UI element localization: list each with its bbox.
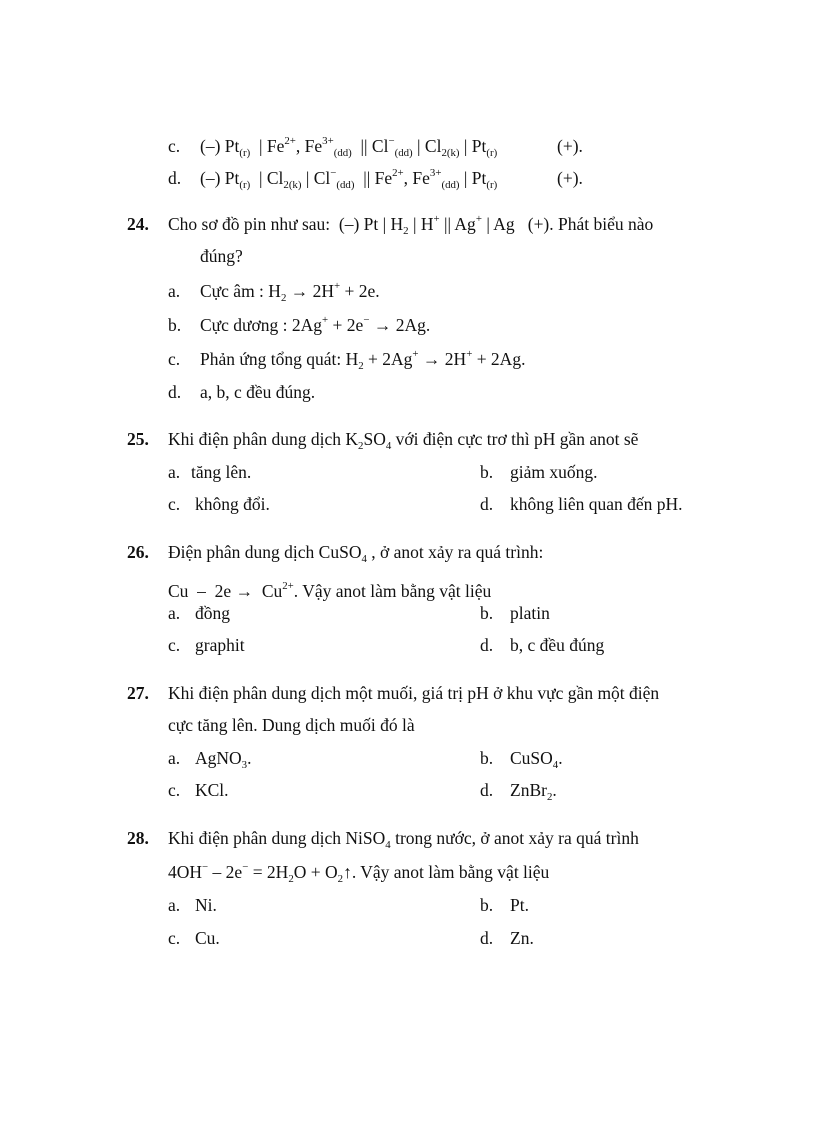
question-25-stem: Khi điện phân dung dịch $K_2SO_4$ với điện cực trơ thì pH gần anot sẽ [168,429,639,452]
option-label: c. [168,494,181,514]
option-label: a. [168,603,181,623]
q26-option-d: b, c đều đúng [510,635,605,655]
option-label: b. [480,462,494,482]
q25-option-b: giảm xuống. [510,462,598,482]
option-label: d. [480,494,494,514]
q28-option-c: Cu. [195,928,220,948]
question-number: 25. [127,429,149,449]
question-28-stem-cont: $4OH^- - 2e^- = 2H_2O$ + $O_2↑$. Vậy anot làm bằng vật liệu [168,860,550,885]
question-27-stem-cont: cực tăng lên. Dung dịch muối đó là [168,715,415,735]
prev-option-c-text: (–) $Pt_{(r)}$ | $Fe^{2+}$, $Fe^{3+}_{(dd)}$ || $Cl^-_{(dd)}$ | $Cl_{2(k)}$ | $Pt_{(r)}$ [200,134,498,159]
option-label: c. [168,136,181,156]
option-label: c. [168,635,181,655]
q24-option-c: Phản ứng tổng quát: $H_2 + 2Ag^+ \to 2H^+ + 2Ag$. [200,347,526,372]
option-label: b. [480,603,494,623]
q25-option-c: không đổi. [195,494,270,514]
q26-option-b: platin [510,603,550,623]
option-label: a. [168,462,181,482]
q27-option-a: AgNO$_3$. [195,748,252,771]
option-label: a. [168,748,181,768]
q27-option-c: KCl. [195,780,229,800]
prev-option-d-pole: (+). [557,168,583,188]
prev-option-c-pole: (+). [557,136,583,156]
option-label: c. [168,349,181,369]
option-label: d. [480,780,494,800]
option-label: d. [168,382,182,402]
option-label: c. [168,928,181,948]
option-label: d. [480,635,494,655]
q27-option-d: ZnBr$_2$. [510,780,557,803]
option-label: d. [480,928,494,948]
q26-option-a: đồng [195,603,230,623]
option-label: c. [168,780,181,800]
prev-option-d-text: (–) $Pt_{(r)}$ | $Cl_{2(k)}$ | $Cl^-_{(dd)}$ || $Fe^{2+}$, $Fe^{3+}_{(dd)}$ | $Pt_{(r)}$ [200,166,498,191]
option-label: b. [480,895,494,915]
question-24-stem: Cho sơ đồ pin như sau: (–) Pt | $H_2$ | H+ || Ag+ | Ag (+). Phát biểu nào [168,212,654,237]
q24-option-b: Cực dương : 2Ag+ + 2e− → 2Ag. [200,313,431,335]
question-number: 24. [127,214,149,234]
arrow-up-icon: ↑ [343,862,352,882]
q27-option-b: CuSO$_4$. [510,748,563,771]
option-label: a. [168,281,181,301]
question-26-stem: Điện phân dung dịch CuSO$_4$ , ở anot xảy ra quá trình: [168,542,544,565]
q28-option-b: Pt. [510,895,529,915]
q24-option-a: Cực âm : $H_2 \to 2H^+ + 2e$. [200,279,380,304]
option-label: a. [168,895,181,915]
q25-option-d: không liên quan đến pH. [510,494,683,514]
q28-option-a: Ni. [195,895,217,915]
q25-option-a: tăng lên. [191,462,252,482]
option-label: b. [480,748,494,768]
question-28-stem: Khi điện phân dung dịch NiSO$_4$ trong nước, ở anot xảy ra quá trình [168,828,639,851]
question-27-stem: Khi điện phân dung dịch một muối, giá trị pH ở khu vực gần một điện [168,683,660,703]
q28-option-d: Zn. [510,928,534,948]
q24-option-d: a, b, c đều đúng. [200,382,316,402]
question-number: 28. [127,828,149,848]
option-label: d. [168,168,182,188]
q26-option-c: graphit [195,635,245,655]
question-24-stem-cont: đúng? [200,246,243,266]
question-26-stem-cont: $Cu - 2e \to Cu^{2+}$. Vậy anot làm bằng vật liệu [168,579,492,601]
question-number: 27. [127,683,149,703]
option-label: b. [168,315,182,335]
question-number: 26. [127,542,149,562]
